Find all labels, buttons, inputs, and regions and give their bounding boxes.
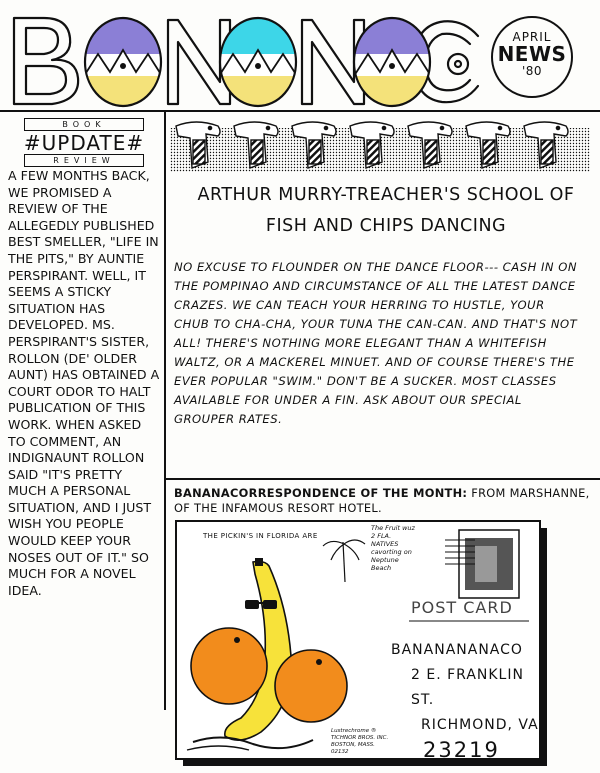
kicker-review: REVIEW	[24, 154, 144, 167]
fish-banner-illustration	[170, 118, 590, 176]
badge-month: APRIL	[512, 30, 552, 44]
book-update-header	[10, 118, 158, 166]
article-title: ARTHUR MURRY-TREACHER'S SCHOOL OF FISH AND CHIPS DANCING	[197, 185, 575, 236]
mailing-address	[391, 638, 551, 763]
badge-word: NEWS	[497, 42, 567, 66]
postcard-publisher: Lustrechrome ® TICHNOR BROS. INC. BOSTON, MASS. 02132	[331, 728, 389, 755]
address-zip: 23219	[423, 738, 500, 762]
postcard-label: POST CARD	[411, 598, 513, 617]
masthead	[0, 0, 600, 108]
handwritten-note: The Fruit wuz 2 FLA. NATIVES cavorting on Neptune Beach	[371, 524, 415, 572]
postcard	[175, 520, 547, 766]
postmark-rule	[409, 616, 529, 626]
update-heading: #UPDATE#	[23, 131, 145, 155]
address-line: RICHMOND, VA	[421, 717, 539, 733]
masthead-divider	[0, 110, 600, 112]
address-line: 2 E. FRANKLIN ST.	[411, 667, 524, 708]
correspondence-heading	[174, 486, 594, 515]
address-line: BANANANANACO	[391, 642, 523, 658]
column-divider	[164, 110, 166, 710]
correspondence-from: FROM MARSHANNE, OF THE INFAMOUS RESORT HOTEL.	[174, 486, 590, 515]
review-text: A FEW MONTHS BACK, WE PROMISED A REVIEW OF THE ALLEGEDLY PUBLISHED BEST SMELLER, "LIFE IN THE PITS," BY AUNTIE PERSPIRANT. WELL, IT SEEMS A STICKY SITUATION HAS DEVELOPED. MS. PERSPIRANT'S SISTER, ROLLON (DE' OLDER AUNT) HAS OBTAINED A COURT ODOR TO HALT PUBLICATION OF THIS WORK. WHEN ASKED TO COMMENT, AN INDIGNAUNT ROLLON SAID "IT'S PRETTY MUCH A PERSONAL SITUATION, AND I JUST WISH YOU PEOPLE WOULD KEEP YOUR NOSES OUT OF IT." SO MUCH FOR A NOVEL IDEA.	[8, 168, 160, 598]
article-body: NO EXCUSE TO FLOUNDER ON THE DANCE FLOOR--- CASH IN ON THE POMPINAO AND CIRCUMSTANCE OF ALL THE LATEST DANCE CRAZES. WE CAN TEACH YOUR HERRING TO HUSTLE, YOUR CHUB TO CHA-CHA, YOUR TUNA THE CAN-CAN. AND THAT'S NOT ALL! THERE'S NOTHING MORE ELEGANT THAN A WHITEFISH WALTZ, OR A MACKEREL MINUET. AND OF COURSE THERE'S THE EVER POPULAR "SWIM." DON'T BE A SUCKER. MOST CLASSES AVAILABLE FOR UNDER A FIN. ASK ABOUT OUR SPECIAL GROUPER RATES.	[174, 260, 578, 426]
postcard-tagline: THE PICKIN'S IN FLORIDA ARE	[203, 532, 318, 540]
section-divider	[166, 478, 600, 480]
badge-year: '80	[521, 64, 543, 78]
postage-stamp	[445, 526, 523, 606]
correspondence-title: BANANACORRESPONDENCE OF THE MONTH:	[174, 486, 468, 500]
banana-oranges-illustration	[183, 536, 373, 754]
issue-badge	[491, 16, 573, 98]
kicker-book: BOOK	[24, 118, 144, 131]
